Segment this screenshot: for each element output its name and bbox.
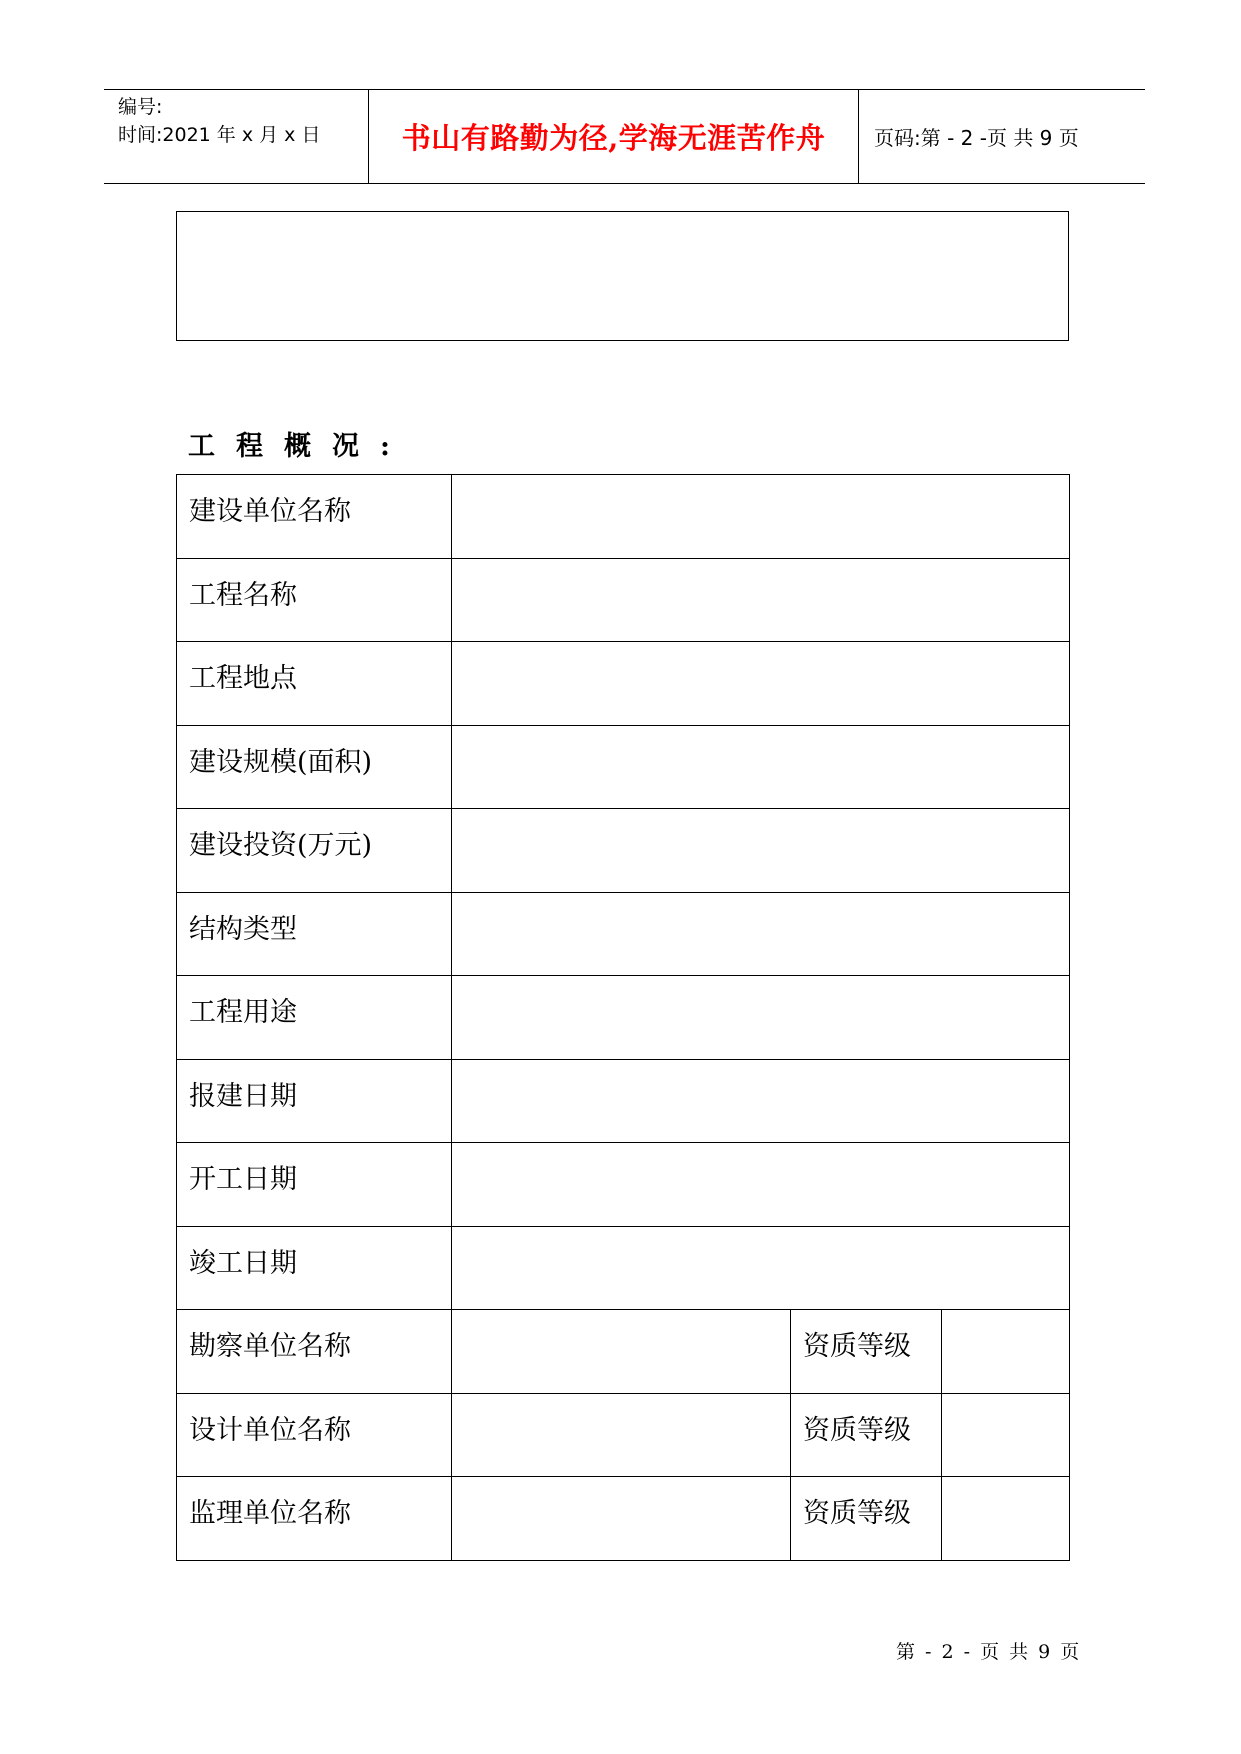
table-row [177, 725, 1070, 809]
value-cell[interactable] [452, 892, 1070, 976]
row-label: 竣工日期 [177, 1226, 452, 1310]
header-page-info: 页码:第 - 2 -页 共 9 页 [874, 126, 1079, 150]
table-row [177, 475, 1070, 559]
row-label: 建设单位名称 [177, 475, 452, 559]
value-cell[interactable] [452, 725, 1070, 809]
value-cell[interactable] [452, 558, 1070, 642]
table-row [177, 976, 1070, 1060]
page-footer: 第 - 2 - 页 共 9 页 [896, 1641, 1082, 1663]
row-label: 工程地点 [177, 642, 452, 726]
qualification-value-cell[interactable] [942, 1477, 1070, 1561]
time-label: 时间:2021 年 x 月 x 日 [118, 124, 321, 146]
table-row [177, 1143, 1070, 1227]
value-cell[interactable] [452, 1477, 791, 1561]
row-label: 设计单位名称 [177, 1393, 452, 1477]
qualification-label: 资质等级 [791, 1310, 942, 1394]
row-label: 结构类型 [177, 892, 452, 976]
header-divider [858, 90, 859, 183]
row-label: 建设规模(面积) [177, 725, 452, 809]
value-cell[interactable] [452, 475, 1070, 559]
table-row [177, 1226, 1070, 1310]
project-overview-table [176, 474, 1070, 1561]
section-title: 工程概况: [188, 431, 411, 462]
value-cell[interactable] [452, 1393, 791, 1477]
qualification-label: 资质等级 [791, 1393, 942, 1477]
table-row [177, 642, 1070, 726]
page-header [104, 89, 1145, 184]
header-motto: 书山有路勤为径,学海无涯苦作舟 [401, 121, 826, 155]
table-row [177, 892, 1070, 976]
row-label: 工程名称 [177, 558, 452, 642]
value-cell[interactable] [452, 1059, 1070, 1143]
row-label: 报建日期 [177, 1059, 452, 1143]
row-label: 开工日期 [177, 1143, 452, 1227]
row-label: 勘察单位名称 [177, 1310, 452, 1394]
value-cell[interactable] [452, 809, 1070, 893]
qualification-value-cell[interactable] [942, 1393, 1070, 1477]
row-label: 工程用途 [177, 976, 452, 1060]
value-cell[interactable] [452, 976, 1070, 1060]
number-label: 编号: [118, 96, 163, 118]
value-cell[interactable] [452, 1310, 791, 1394]
row-label: 监理单位名称 [177, 1477, 452, 1561]
value-cell[interactable] [452, 642, 1070, 726]
table-row [177, 809, 1070, 893]
table-row [177, 1393, 1070, 1477]
table-row [177, 1477, 1070, 1561]
qualification-label: 资质等级 [791, 1477, 942, 1561]
qualification-value-cell[interactable] [942, 1310, 1070, 1394]
value-cell[interactable] [452, 1143, 1070, 1227]
row-label: 建设投资(万元) [177, 809, 452, 893]
value-cell[interactable] [452, 1226, 1070, 1310]
table-row [177, 558, 1070, 642]
table-row [177, 1310, 1070, 1394]
header-meta [104, 90, 368, 183]
table-row [177, 1059, 1070, 1143]
blank-box [176, 211, 1069, 341]
